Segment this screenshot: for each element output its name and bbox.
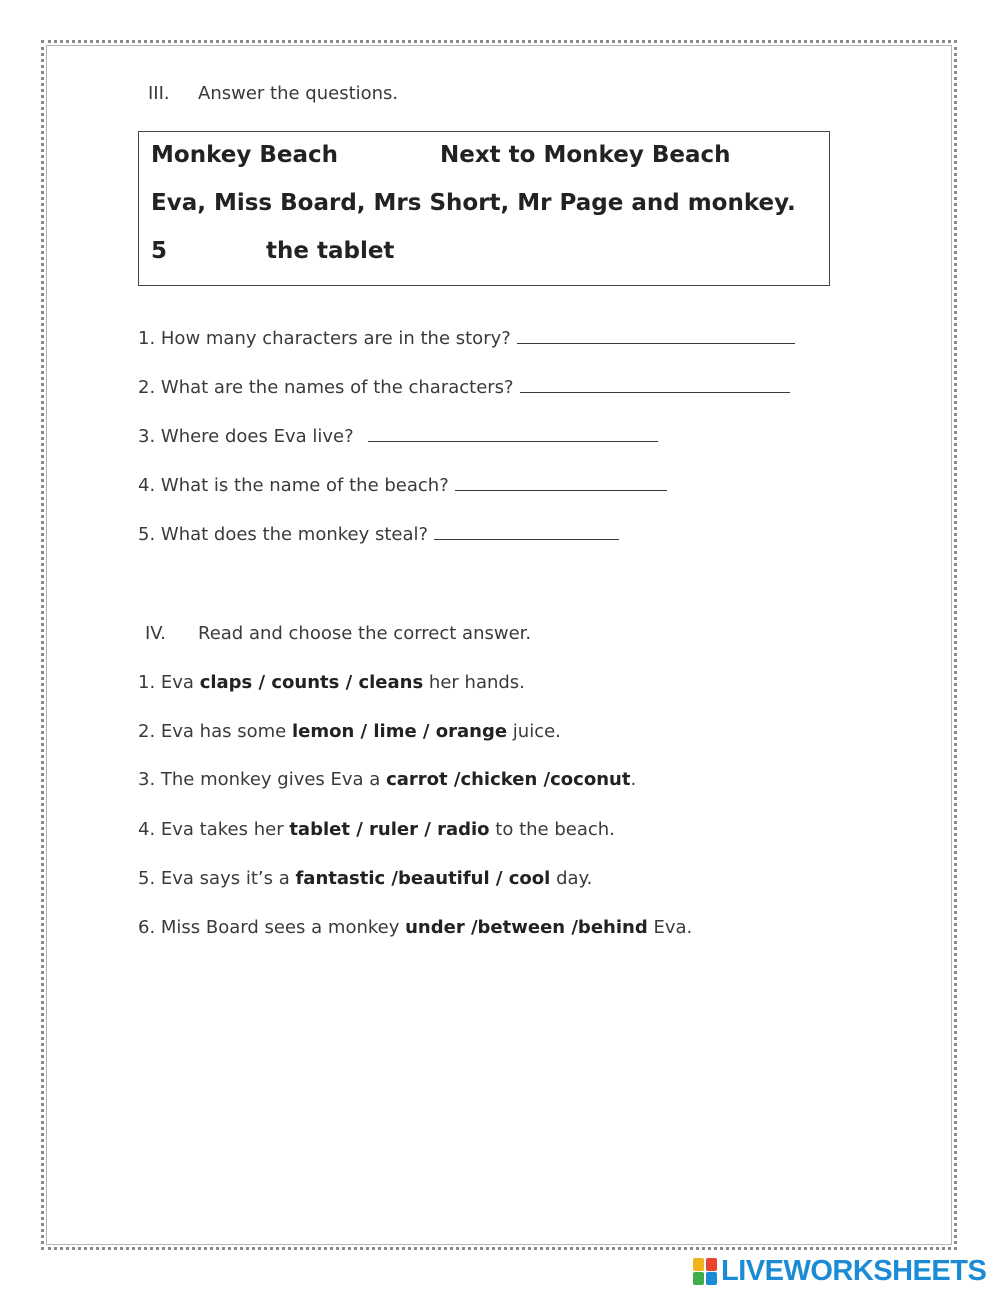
choice-item-5 [138,868,592,890]
word-bank-box [138,131,830,286]
choice-item-2 [138,721,561,743]
section-4-numeral: IV. [145,623,167,644]
answer-choices[interactable]: claps / counts / cleans [199,672,424,693]
section-3-numeral: III. [148,83,170,104]
answer-blank[interactable] [520,378,790,393]
item-text: to the beach. [489,819,615,840]
item-text: juice. [507,721,561,742]
item-text: 2. Eva has some [138,721,292,742]
section-4-heading: Read and choose the correct answer. [198,623,532,644]
item-text: Eva. [647,917,693,938]
liveworksheets-brand [693,1254,986,1288]
word-bank-item: Next to Monkey Beach [440,142,731,168]
answer-blank[interactable] [455,476,667,491]
item-text: . [630,769,637,790]
item-text: her hands. [423,672,525,693]
question-4 [138,475,667,497]
liveworksheets-wordmark: LIVEWORKSHEETS [721,1254,987,1287]
item-text: 3. The monkey gives Eva a [138,769,387,790]
answer-choices[interactable]: carrot /chicken /coconut [386,769,631,790]
liveworksheets-logo-icon [693,1256,719,1286]
question-text: 3. Where does Eva live? [138,426,354,447]
item-text: 5. Eva says it’s a [138,868,296,889]
choice-item-4 [138,819,615,841]
answer-blank[interactable] [434,525,619,540]
answer-choices[interactable]: tablet / ruler / radio [289,819,490,840]
answer-choices[interactable]: under /between /behind [405,917,648,938]
question-5 [138,524,619,546]
answer-blank[interactable] [368,427,658,442]
section-3-heading: Answer the questions. [198,83,399,104]
answer-choices[interactable]: fantastic /beautiful / cool [295,868,551,889]
item-text: day. [550,868,593,889]
choice-item-6 [138,917,692,939]
word-bank-item: the tablet [266,238,395,264]
question-1 [138,328,795,350]
answer-blank[interactable] [517,329,795,344]
item-text: 6. Miss Board sees a monkey [138,917,406,938]
question-text: 1. How many characters are in the story? [138,328,511,349]
choice-item-1 [138,672,525,694]
item-text: 4. Eva takes her [138,819,290,840]
question-2 [138,377,790,399]
word-bank-item: Monkey Beach [151,142,338,168]
word-bank-item: Eva, Miss Board, Mrs Short, Mr Page and monkey. [151,190,796,216]
question-text: 4. What is the name of the beach? [138,475,449,496]
question-text: 5. What does the monkey steal? [138,524,429,545]
choice-item-3 [138,769,636,791]
item-text: 1. Eva [138,672,200,693]
answer-choices[interactable]: lemon / lime / orange [291,721,508,742]
word-bank-item: 5 [151,238,168,264]
question-text: 2. What are the names of the characters? [138,377,514,398]
question-3 [138,426,658,448]
